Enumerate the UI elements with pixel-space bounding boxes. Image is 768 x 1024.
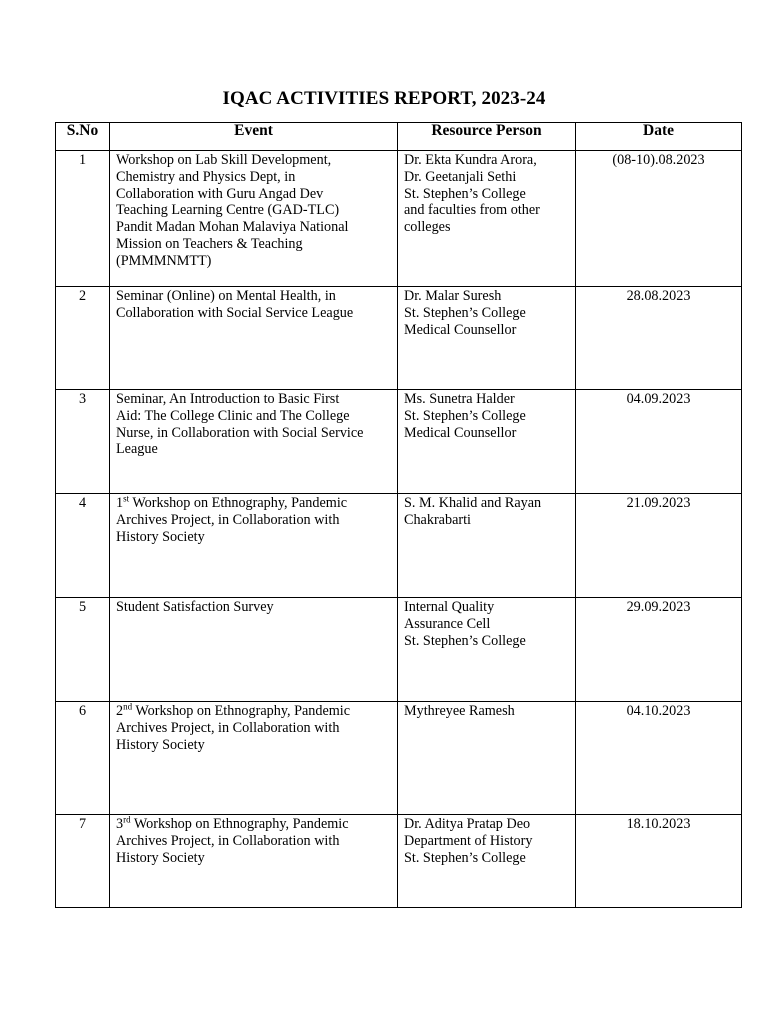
row-date: 04.10.2023 (576, 702, 742, 815)
table-row (56, 151, 742, 287)
resource-line: and faculties from other (404, 202, 540, 219)
row-event (110, 390, 398, 494)
event-line: Chemistry and Physics Dept, in (116, 168, 296, 185)
resource-line: Dr. Geetanjali Sethi (404, 168, 517, 185)
resource-line: St. Stephen’s College (404, 185, 526, 202)
header-date: Date (576, 123, 742, 151)
event-first-line: Workshop on Ethnography, Pandemic (130, 816, 349, 832)
event-line: History Society (116, 736, 205, 753)
header-sno: S.No (56, 123, 110, 151)
row-date: 21.09.2023 (576, 494, 742, 598)
resource-line: St. Stephen’s College (404, 304, 526, 321)
row-resource-person (398, 702, 576, 815)
resource-line: Department of History (404, 832, 533, 849)
table-row (56, 598, 742, 702)
row-date: 29.09.2023 (576, 598, 742, 702)
event-line: Collaboration with Guru Angad Dev (116, 185, 324, 202)
event-line: History Society (116, 849, 205, 866)
event-ordinal: 3 (116, 816, 124, 832)
ordinal-suffix: rd (123, 814, 131, 825)
row-event (110, 151, 398, 287)
event-first-line: Workshop on Ethnography, Pandemic (132, 703, 351, 719)
table-row (56, 815, 742, 908)
row-resource-person (398, 390, 576, 494)
event-line (116, 703, 391, 720)
resource-line: Medical Counsellor (404, 321, 517, 338)
row-resource-person (398, 287, 576, 390)
row-sno: 2 (56, 287, 110, 390)
row-date: 28.08.2023 (576, 287, 742, 390)
event-line: Mission on Teachers & Teaching (116, 235, 303, 252)
row-resource-person (398, 151, 576, 287)
row-resource-person (398, 494, 576, 598)
event-line: Nurse, in Collaboration with Social Service (116, 424, 364, 441)
resource-line: Assurance Cell (404, 615, 491, 632)
event-line: Pandit Madan Mohan Malaviya National (116, 219, 349, 236)
resource-line: St. Stephen’s College (404, 407, 526, 424)
resource-line: St. Stephen’s College (404, 632, 526, 649)
row-event (110, 598, 398, 702)
resource-line: S. M. Khalid and Rayan (404, 495, 542, 511)
event-line: Collaboration with Social Service League (116, 304, 354, 321)
resource-line: St. Stephen’s College (404, 849, 526, 866)
event-line: Aid: The College Clinic and The College (116, 407, 350, 424)
header-event: Event (110, 123, 398, 151)
resource-line: Dr. Ekta Kundra Arora, (404, 152, 537, 168)
row-sno: 7 (56, 815, 110, 908)
row-resource-person (398, 815, 576, 908)
resource-line: Internal Quality (404, 599, 495, 615)
event-line (116, 816, 391, 833)
event-ordinal: 1 (116, 495, 124, 511)
ordinal-suffix: st (123, 493, 130, 504)
resource-line: Chakrabarti (404, 511, 471, 528)
event-line: (PMMMNMTT) (116, 252, 212, 269)
row-date: 04.09.2023 (576, 390, 742, 494)
event-line: Seminar, An Introduction to Basic First (116, 391, 340, 407)
event-line: Archives Project, in Collaboration with (116, 832, 340, 849)
event-ordinal: 2 (116, 703, 124, 719)
row-event (110, 815, 398, 908)
row-sno: 6 (56, 702, 110, 815)
event-line: History Society (116, 528, 205, 545)
row-sno: 4 (56, 494, 110, 598)
table-row (56, 702, 742, 815)
resource-line: Ms. Sunetra Halder (404, 391, 515, 407)
row-date: 18.10.2023 (576, 815, 742, 908)
event-line: League (116, 441, 158, 458)
event-line: Teaching Learning Centre (GAD-TLC) (116, 202, 340, 219)
event-line (116, 495, 391, 512)
event-line: Seminar (Online) on Mental Health, in (116, 288, 336, 304)
row-resource-person (398, 598, 576, 702)
resource-line: Dr. Malar Suresh (404, 288, 502, 304)
table-row (56, 390, 742, 494)
row-event (110, 287, 398, 390)
report-title: IQAC ACTIVITIES REPORT, 2023-24 (222, 88, 546, 109)
resource-line: Dr. Aditya Pratap Deo (404, 816, 531, 832)
table-header-row (56, 123, 742, 151)
event-line: Archives Project, in Collaboration with (116, 511, 340, 528)
row-event (110, 702, 398, 815)
row-sno: 5 (56, 598, 110, 702)
table-body (56, 151, 742, 908)
row-event (110, 494, 398, 598)
row-sno: 1 (56, 151, 110, 287)
resource-line: colleges (404, 219, 451, 236)
event-first-line: Workshop on Ethnography, Pandemic (129, 495, 348, 511)
event-line: Student Satisfaction Survey (116, 599, 274, 615)
event-line: Workshop on Lab Skill Development, (116, 152, 332, 168)
row-date: (08-10).08.2023 (576, 151, 742, 287)
table-row (56, 287, 742, 390)
row-sno: 3 (56, 390, 110, 494)
table-row (56, 494, 742, 598)
ordinal-suffix: nd (123, 701, 133, 712)
resource-line: Mythreyee Ramesh (404, 703, 515, 719)
resource-line: Medical Counsellor (404, 424, 517, 441)
activities-table (55, 122, 742, 908)
header-resource-person: Resource Person (398, 123, 576, 151)
event-line: Archives Project, in Collaboration with (116, 719, 340, 736)
